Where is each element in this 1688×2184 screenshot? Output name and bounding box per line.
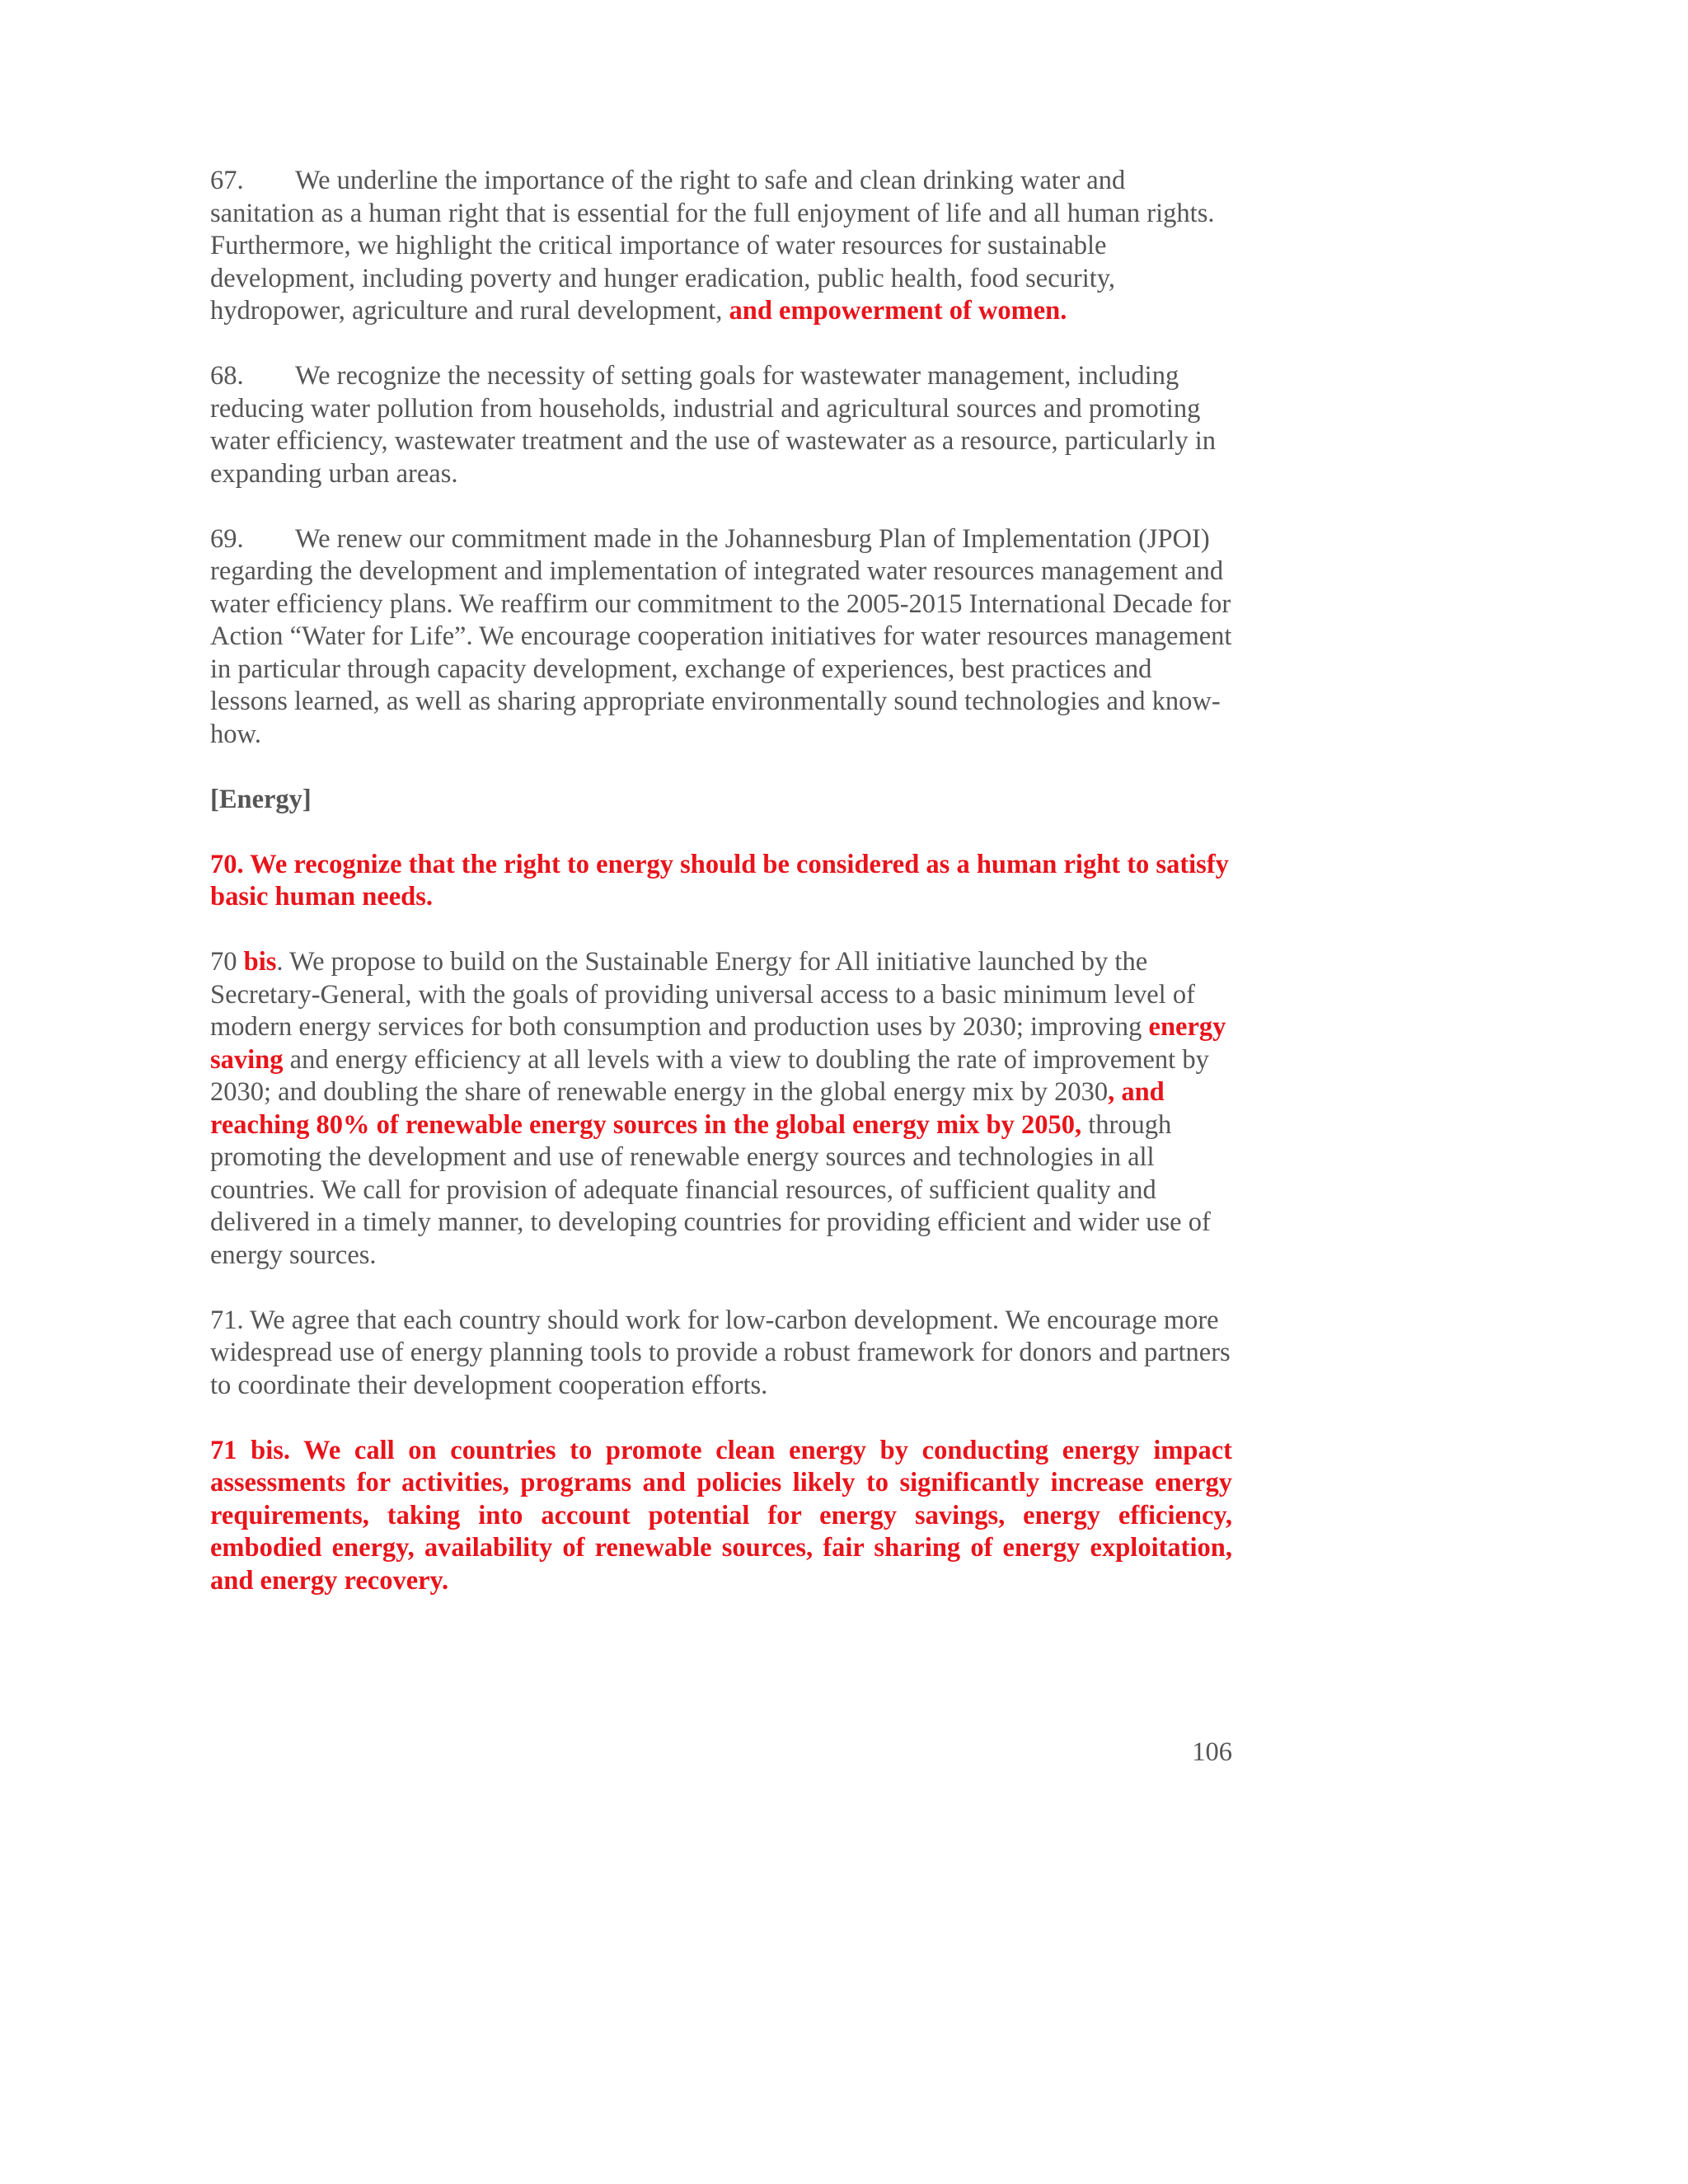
paragraph-71: 71. We agree that each country should work for low-carbon development. We encourage more widespread use of energy planning tools to provide a robust framework for donors and partners to coordinate their development cooperation efforts. — [210, 1305, 1231, 1400]
red-inserted-text: bis — [243, 947, 277, 977]
red-inserted-text: energy saving — [210, 1012, 1226, 1075]
section-heading-energy: [Energy] — [210, 784, 312, 814]
paragraph-71-bis: 71 bis. We call on countries to promote clean energy by conducting energy impact assessments for activities, programs and policies likely to significantly increase energy requirements, taking into account potential for energy savings, energy efficiency, embodied energy, availability of renewable sources, fair sharing of energy exploitation, and energy recovery. — [210, 1435, 1232, 1596]
paragraph-text: through promoting the development and use of renewable energy sources and technologies in all countries. We call for provision of adequate financial resources, of sufficient quality and delivered in a timely manner, to developing countries for providing efficient and wider use of energy sources. — [210, 1109, 1211, 1270]
paragraph-number: 68. — [210, 361, 244, 391]
paragraph-69 — [210, 523, 1232, 752]
paragraph-67 — [210, 165, 1232, 328]
page-number: 106 — [1192, 1737, 1232, 1767]
document-page — [210, 165, 1232, 1630]
paragraph-70-bis — [210, 946, 1232, 1272]
paragraph-text: . We propose to build on the Sustainable Energy for All initiative launched by the Secretary-General, with the goals of providing universal access to a basic minimum level of modern energy services for both consumption and production uses by 2030; improving — [210, 947, 1195, 1042]
paragraph-text: We underline the importance of the right to safe and clean drinking water and sanitation as a human right that is essential for the full enjoyment of life and all human rights. Furthermore, we highlight the critical importance of water resources for sustainable development, including poverty and hunger eradication, public health, food security, hydropower, agriculture and rural development, — [210, 166, 1215, 326]
paragraph-text: We renew our commitment made in the Johannesburg Plan of Implementation (JPOI) regarding the development and implementation of integrated water resources management and water efficiency plans. We reaffirm our commitment to the 2005-2015 International Decade for Action “Water for Life”. We encourage cooperation initiatives for water resources management in particular through capacity development, exchange of experiences, best practices and lessons learned, as well as sharing appropriate environmentally sound technologies and know-how. — [210, 523, 1232, 749]
paragraph-text: We recognize the necessity of setting goals for wastewater management, including reducing water pollution from households, industrial and agricultural sources and promoting water efficiency, wastewater treatment and the use of wastewater as a resource, particularly in expanding urban areas. — [210, 361, 1216, 489]
red-inserted-text: , and reaching 80% of renewable energy sources in the global energy mix by 2050, — [210, 1077, 1165, 1140]
paragraph-number: 70 — [210, 947, 244, 977]
paragraph-68 — [210, 360, 1232, 490]
paragraph-text: and energy efficiency at all levels with a view to doubling the rate of improvement by 2030; and doubling the share of renewable energy in the global energy mix by 2030 — [210, 1044, 1209, 1107]
red-inserted-text: and empowerment of women. — [729, 296, 1067, 326]
paragraph-70: 70. We recognize that the right to energy should be considered as a human right to satisfy basic human needs. — [210, 849, 1229, 912]
paragraph-number: 67. — [210, 166, 244, 195]
paragraph-number: 69. — [210, 523, 244, 554]
